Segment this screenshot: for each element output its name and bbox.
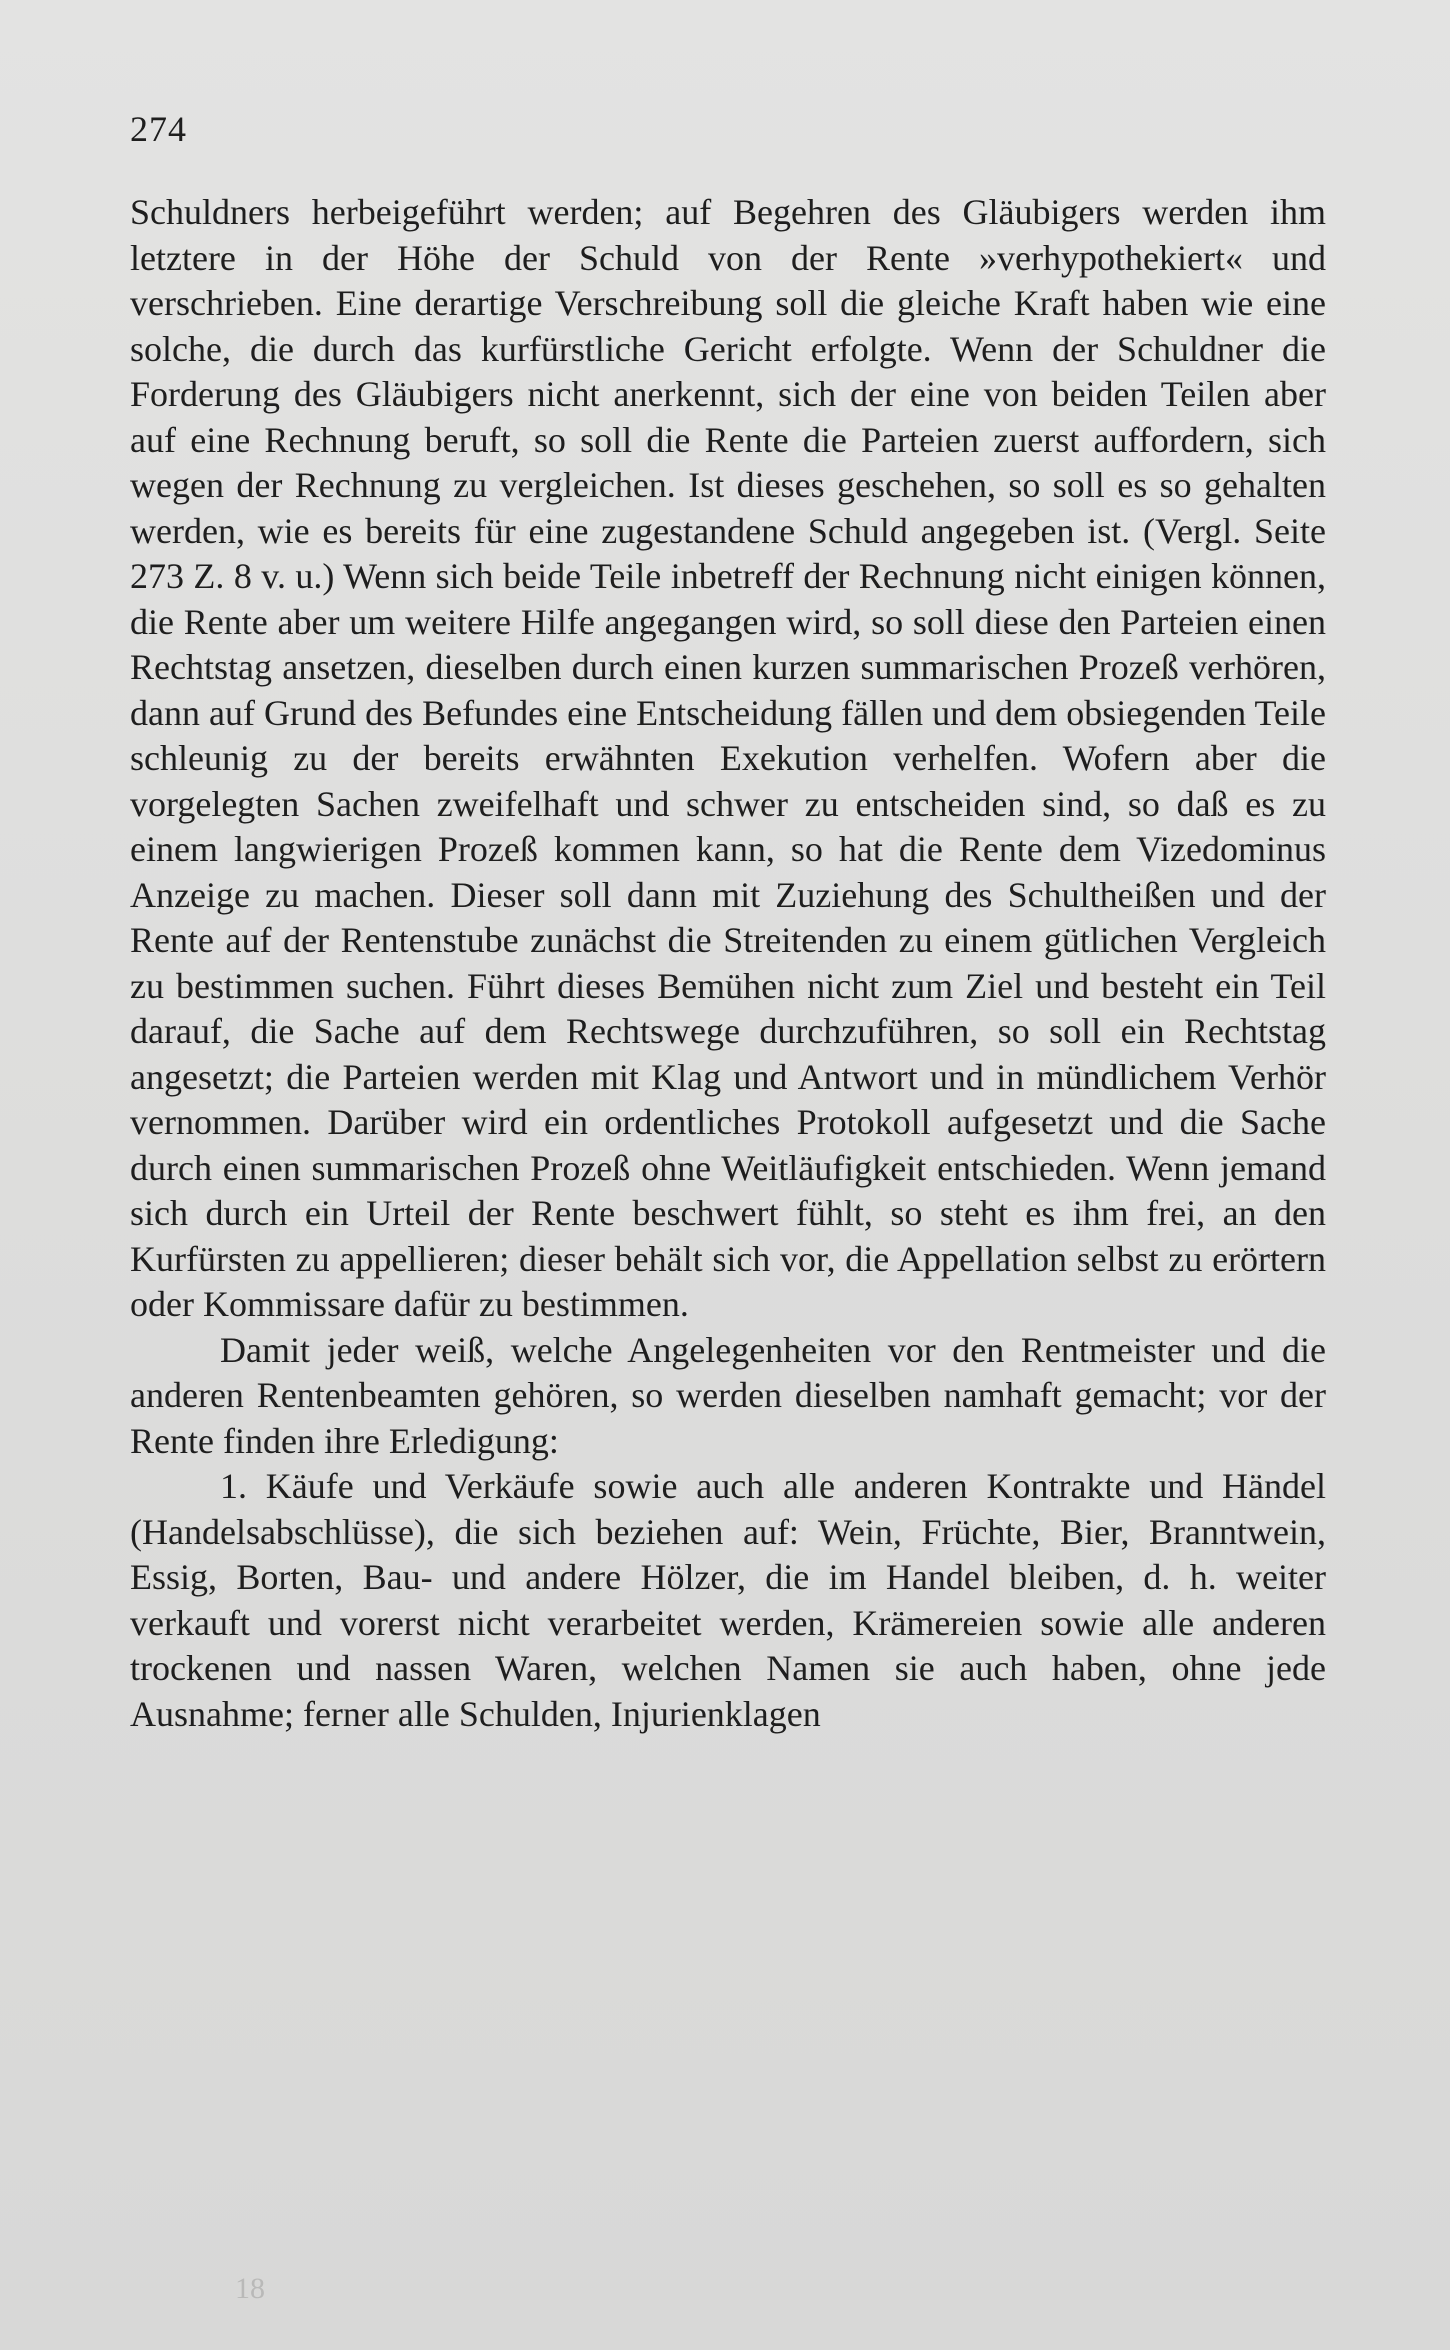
paragraph-3: 1. Käufe und Verkäufe sowie auch alle anderen Kontrakte und Händel (Handelsabschlüsse), die sich beziehen auf: Wein, Früchte, Bier, Branntwein, Essig, Borten, Bau- und andere Hölzer, die im Handel bleiben, d. h. weiter verkauft und vorerst nicht verarbeitet werden, Krämereien sowie alle anderen trockenen und nassen Waren, welchen Namen sie auch haben, ohne jede Ausnahme; ferner alle Schulden, Injurienklagen bbox=[130, 1466, 1326, 1734]
page-number: 274 bbox=[130, 109, 187, 149]
body-text bbox=[130, 190, 1326, 1737]
paragraph-2: Damit jeder weiß, welche Angelegenheiten vor den Rentmeister und die anderen Rentenbeamten gehören, so werden dieselben namhaft gemacht; vor der Rente finden ihre Erledigung: bbox=[130, 1329, 1326, 1461]
footer-signature-mark: 18 bbox=[235, 2272, 265, 2305]
paragraph-1: Schuldners herbeigeführt werden; auf Begehren des Gläubigers werden ihm letztere in der Höhe der Schuld von der Rente »verhypothekiert« und verschrieben. Eine derartige Verschreibung soll die gleiche Kraft haben wie eine solche, die durch das kurfürstliche Gericht erfolgte. Wenn der Schuldner die Forderung des Gläubigers nicht anerkennt, sich der eine von beiden Teilen aber auf eine Rechnung beruft, so soll die Rente die Parteien zuerst auffordern, sich wegen der Rechnung zu vergleichen. Ist dieses geschehen, so soll es so gehalten werden, wie es bereits für eine zugestandene Schuld angegeben ist. (Vergl. Seite 273 Z. 8 v. u.) Wenn sich beide Teile inbetreff der Rechnung nicht einigen können, die Rente aber um weitere Hilfe angegangen wird, so soll diese den Parteien einen Rechtstag ansetzen, dieselben durch einen kurzen summarischen Prozeß verhören, dann auf Grund des Befundes eine Entscheidung fällen und dem obsiegenden Teile schleunig zu der bereits erwähnten Exekution verhelfen. Wofern aber die vorgelegten Sachen zweifelhaft und schwer zu entscheiden sind, so daß es zu einem langwierigen Prozeß kommen kann, so hat die Rente dem Vizedominus Anzeige zu machen. Dieser soll dann mit Zuziehung des Schultheißen und der Rente auf der Rentenstube zunächst die Streitenden zu einem gütlichen Vergleich zu bestimmen suchen. Führt dieses Bemühen nicht zum Ziel und besteht ein Teil darauf, die Sache auf dem Rechtswege durchzuführen, so soll ein Rechtstag angesetzt; die Parteien werden mit Klag und Antwort und in mündlichem Verhör vernommen. Darüber wird ein ordentliches Protokoll aufgesetzt und die Sache durch einen summarischen Prozeß ohne Weitläufigkeit entschieden. Wenn jemand sich durch ein Urteil der Rente beschwert fühlt, so steht es ihm frei, an den Kurfürsten zu appellieren; dieser behält sich vor, die Appellation selbst zu erörtern oder Kommissare dafür zu bestimmen. bbox=[130, 192, 1326, 1324]
